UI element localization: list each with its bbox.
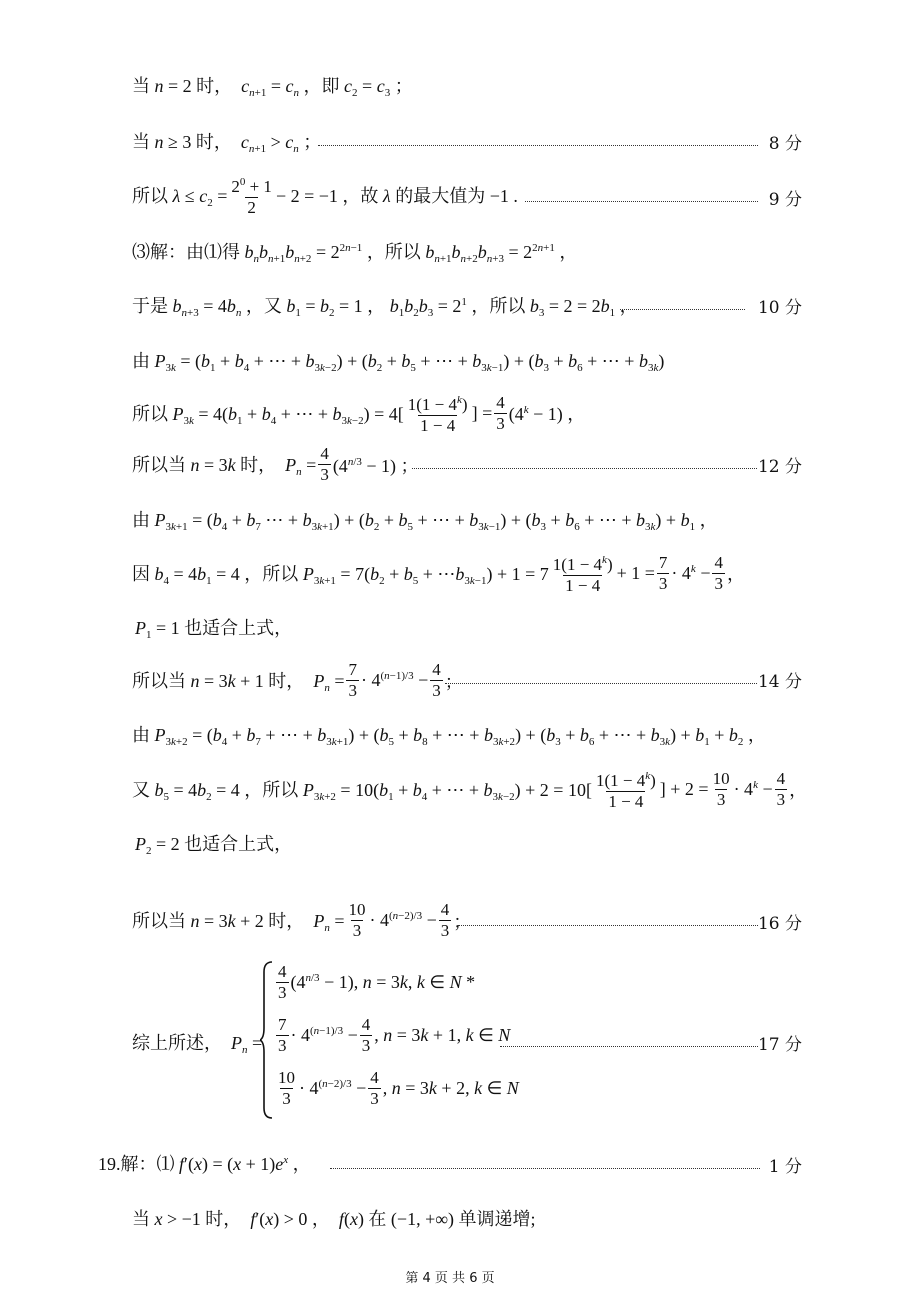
line-case-3k2: 所以当 n = 3k + 2 时， $P_n$ = $\frac{10}{3}$ · $4^{(n-2)/3}$ − $\frac{4}{3}$ ； bbox=[132, 900, 472, 940]
line-n-ge-3: 当 n ≥ 3 时， $c_{n+1} > c_n$ ； bbox=[132, 132, 322, 155]
line-p3k-sum: 所以 $P_{3k} = 4(b_1 + b_4$ + ⋯ + $b_{3k-2}) = 4$[ $\frac{1(1 - 4^k)}{1 - 4}$ ] = $\frac{4}{3}$ $(4^k - 1)$ ， bbox=[132, 392, 586, 435]
score-9: 9 分 bbox=[768, 190, 802, 210]
line-n-equals-2: 当 n = 2 时， $c_{n+1} = c_n$ ，即 $c_2 = c_3$ ； bbox=[132, 76, 413, 99]
line-q19-monotonic: 当 x > −1 时， f′(x) > 0 ， f(x) 在 (−1, +∞) 单调递增; bbox=[132, 1209, 536, 1229]
line-part3-start: ⑶解：由⑴得 $b_nb_{n+1}b_{n+2} = 2^{2n-1}$ ，所以 $b_{n+1}b_{n+2}b_{n+3} = 2^{2n+1}$ ， bbox=[132, 242, 578, 265]
line-p3k1-split: 由 $P_{3k+1} = (b_4 + b_7$ ⋯ + $b_{3k+1}) + (b_2 + b_5$ + ⋯ + $b_{3k-1}) + (b_3 + b_6$ + ⋯ + $b_{3k}) + b_1$ ， bbox=[132, 510, 718, 533]
line-p3k1-sum: 因 $b_4 = 4b_1 = 4$ ，所以 $P_{3k+1} = 7(b_2 + b_5$ + $\cdots b_{3k-1}) + 1 = 7$ $\frac{1(1 - 4^k)}{1 - 4}$ + 1 = $\frac{7}{3}$ · $4^k$ − $\frac{4}{3}$ ， bbox=[132, 552, 745, 595]
dot-leader bbox=[445, 683, 757, 684]
line-p2-fits: $P_2 = 2$ 也适合上式， bbox=[135, 834, 293, 857]
score-16: 16 分 bbox=[757, 914, 802, 934]
score-1: 1 分 bbox=[768, 1157, 802, 1177]
dot-leader bbox=[330, 1168, 760, 1169]
line-p3k2-sum: 又 $b_5 = 4b_2 = 4$ ，所以 $P_{3k+2} = 10(b_1 + b_4$ + ⋯ + $b_{3k-2}) + 2 = 10$[ $\frac{1(1 - 4^k)}{1 - 4}$ ] + 2 = $\frac{10}{3}$ · $4^k$ − $\frac{4}{3}$ ， bbox=[132, 768, 808, 811]
line-p3k-split: 由 $P_{3k} = (b_1 + b_4$ + ⋯ + $b_{3k-2}) + (b_2 + b_5$ + ⋯ + $b_{3k-1}) + (b_3 + b_6$ + ⋯ + $b_{3k}$) bbox=[132, 351, 665, 374]
piecewise-case-1: $\frac{4}{3}$ $(4^{n/3} - 1)$, n = 3k, k ∈ N * bbox=[278, 962, 476, 1002]
line-p1-fits: $P_1 = 1$ 也适合上式， bbox=[135, 618, 293, 641]
piecewise-brace bbox=[260, 960, 274, 1120]
line-lambda-max: 所以 $\lambda \le c_2$ = $\frac{2^0 + 1}{2}$ − 2 = −1 ，故 λ 的最大值为 −1 . bbox=[132, 176, 518, 217]
piecewise-case-2: $\frac{7}{3}$ · $4^{(n-1)/3}$ − $\frac{4}{3}$ , n = 3k + 1, k ∈ N bbox=[278, 1015, 511, 1055]
line-b-recurrence: 于是 $b_{n+3} = 4b_n$ ，又 $b_1 = b_2 = 1$ ， $b_1b_2b_3 = 2^1$ ，所以 $b_3 = 2 = 2b_1$ ， bbox=[132, 296, 638, 319]
dot-leader bbox=[620, 309, 745, 310]
score-17: 17 分 bbox=[757, 1035, 802, 1055]
score-14: 14 分 bbox=[757, 672, 802, 692]
dot-leader bbox=[525, 201, 758, 202]
dot-leader bbox=[412, 468, 757, 469]
line-case-3k1: 所以当 n = 3k + 1 时， $P_n$ = $\frac{7}{3}$ · $4^{(n-1)/3}$ − $\frac{4}{3}$ ； bbox=[132, 660, 463, 700]
page-footer: 第 4 页 共 6 页 bbox=[405, 1271, 495, 1286]
dot-leader bbox=[318, 145, 758, 146]
score-12: 12 分 bbox=[757, 457, 802, 477]
line-p3k2-split: 由 $P_{3k+2} = (b_4 + b_7$ + ⋯ + $b_{3k+1}) + (b_5 + b_8$ + ⋯ + $b_{3k+2}) + (b_3 + b_6$ + ⋯ + $b_{3k}) + b_1 + b_2$ ， bbox=[132, 725, 766, 748]
score-8: 8 分 bbox=[768, 134, 802, 154]
summary-label: 综上所述， $P_n$ = bbox=[132, 1033, 263, 1056]
dot-leader bbox=[458, 925, 758, 926]
dot-leader bbox=[500, 1046, 758, 1047]
score-10: 10 分 bbox=[757, 298, 802, 318]
line-case-3k: 所以当 n = 3k 时， $P_n$ = $\frac{4}{3}$ $(4^{n/3} - 1)$ ； bbox=[132, 444, 419, 484]
line-q19-derivative: 19.解：⑴ $f'(x) = (x + 1)e^x$ ， bbox=[98, 1154, 311, 1174]
piecewise-case-3: $\frac{10}{3}$ · $4^{(n-2)/3}$ − $\frac{4}{3}$ , n = 3k + 2, k ∈ N bbox=[278, 1068, 519, 1108]
